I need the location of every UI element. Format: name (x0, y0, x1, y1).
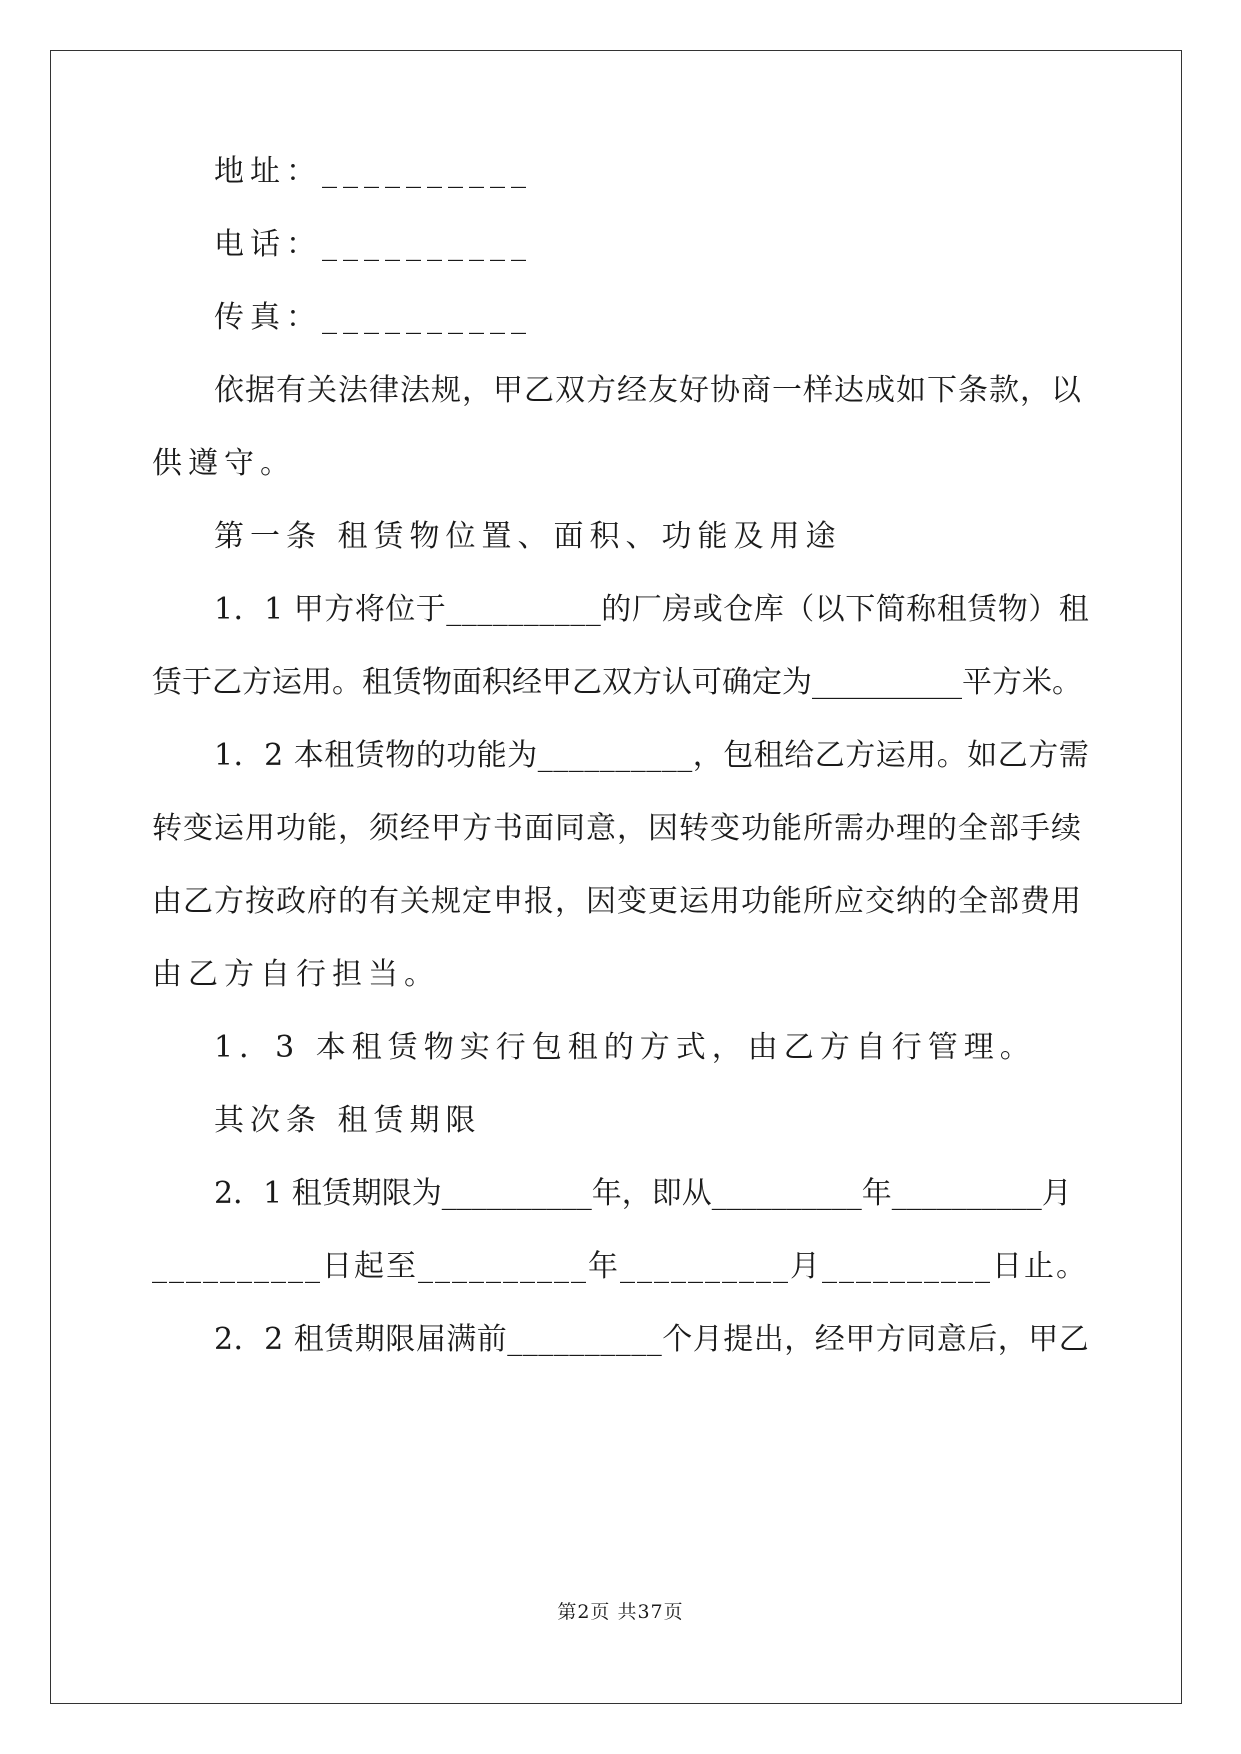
page-footer: 第2页 共37页 (557, 1601, 684, 1623)
article-1-heading: 第一条 租赁物位置、面积、功能及用途 (214, 519, 842, 554)
clause-2-1-line-2: __________日起至__________年__________月__________日止。 (152, 1249, 1088, 1284)
preamble-line-2: 供遵守。 (152, 446, 296, 481)
clause-2-2-line-1: 2．2 租赁期限届满前__________个月提出，经甲方同意后，甲乙 (214, 1322, 1090, 1357)
article-2-heading: 其次条 租赁期限 (214, 1103, 482, 1138)
address-line: 地址：__________ (214, 154, 532, 189)
fax-line: 传真：__________ (214, 300, 532, 335)
preamble-line-1: 依据有关法律法规，甲乙双方经友好协商一样达成如下条款，以 (214, 373, 1082, 408)
clause-2-1-line-1: 2．1 租赁期限为__________年，即从__________年__________月 (214, 1176, 1072, 1211)
clause-1-1-line-2: 赁于乙方运用。租赁物面积经甲乙双方认可确定为__________平方米。 (152, 665, 1082, 700)
clause-1-3: 1．3 本租赁物实行包租的方式，由乙方自行管理。 (214, 1030, 1036, 1065)
clause-1-2-line-2: 转变运用功能，须经甲方书面同意，因转变功能所需办理的全部手续 (152, 811, 1082, 846)
phone-line: 电话：__________ (214, 227, 532, 262)
clause-1-2-line-1: 1．2 本租赁物的功能为__________，包租给乙方运用。如乙方需 (214, 738, 1090, 773)
clause-1-1-line-1: 1．1 甲方将位于__________的厂房或仓库（以下简称租赁物）租 (214, 592, 1090, 627)
clause-1-2-line-3: 由乙方按政府的有关规定申报，因变更运用功能所应交纳的全部费用 (152, 884, 1082, 919)
clause-1-2-line-4: 由乙方自行担当。 (152, 957, 440, 992)
